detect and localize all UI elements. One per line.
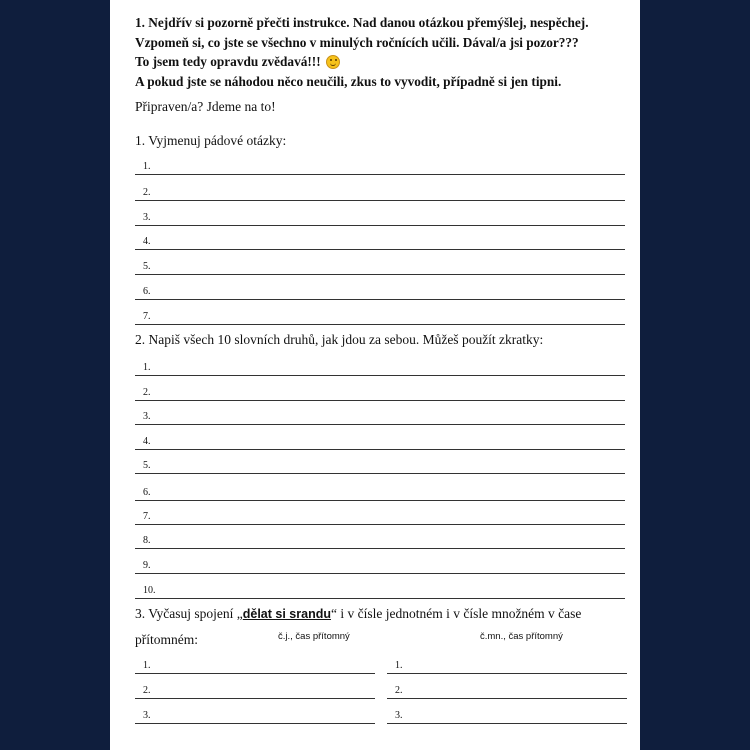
- answer-line[interactable]: [135, 176, 625, 201]
- line-number: 1.: [395, 660, 403, 671]
- answer-line[interactable]: [135, 674, 375, 699]
- answer-line[interactable]: [135, 449, 625, 474]
- column-header-plural: č.mn., čas přítomný: [480, 631, 563, 642]
- question-3-text: “ i v čísle jednotném i v čísle množném v čase: [330, 606, 582, 621]
- answer-line[interactable]: [135, 574, 625, 599]
- answer-line[interactable]: [135, 524, 625, 549]
- answer-line[interactable]: [135, 425, 625, 450]
- line-number: 6.: [143, 487, 151, 498]
- line-number: 2.: [143, 187, 151, 198]
- line-number: 7.: [143, 511, 151, 522]
- line-number: 5.: [143, 261, 151, 272]
- line-number: 1.: [143, 660, 151, 671]
- answer-line[interactable]: [135, 275, 625, 300]
- line-number: 3.: [143, 411, 151, 422]
- line-number: 2.: [143, 387, 151, 398]
- line-number: 8.: [143, 535, 151, 546]
- line-number: 2.: [143, 685, 151, 696]
- answer-line[interactable]: [387, 699, 627, 724]
- winking-smiley-icon: [326, 55, 340, 69]
- worksheet-page: [110, 0, 640, 750]
- ready-text: Připraven/a? Jdeme na to!: [135, 99, 276, 114]
- answer-line[interactable]: [135, 476, 625, 501]
- answer-line[interactable]: [135, 201, 625, 226]
- answer-line[interactable]: [135, 300, 625, 325]
- answer-line[interactable]: [135, 150, 625, 175]
- question-2-title: 2. Napiš všech 10 slovních druhů, jak jdou za sebou. Můžeš použít zkratky:: [135, 332, 544, 347]
- question-3-text: 3. Vyčasuj spojení „: [135, 606, 243, 621]
- line-number: 1.: [143, 362, 151, 373]
- line-number: 3.: [143, 212, 151, 223]
- answer-line[interactable]: [135, 376, 625, 401]
- answer-line[interactable]: [387, 674, 627, 699]
- answer-line[interactable]: [135, 351, 625, 376]
- question-3-phrase: dělat si srandu: [242, 607, 331, 621]
- column-header-singular: č.j., čas přítomný: [278, 631, 350, 642]
- line-number: 4.: [143, 236, 151, 247]
- answer-line[interactable]: [135, 649, 375, 674]
- instruction-line: A pokud jste se náhodou něco neučili, zkus to vyvodit, případně si jen tipni.: [135, 73, 562, 89]
- line-number: 6.: [143, 286, 151, 297]
- instruction-line-with-emoji: [135, 52, 630, 72]
- question-3-title: [135, 606, 581, 622]
- answer-line[interactable]: [387, 649, 627, 674]
- instruction-line: Vzpomeň si, co jste se všechno v minulých ročnících učili. Dával/a jsi pozor???: [135, 34, 579, 50]
- answer-line[interactable]: [135, 699, 375, 724]
- answer-line[interactable]: [135, 225, 625, 250]
- line-number: 2.: [395, 685, 403, 696]
- line-number: 1.: [143, 161, 151, 172]
- line-number: 9.: [143, 560, 151, 571]
- answer-line[interactable]: [135, 250, 625, 275]
- answer-line[interactable]: [135, 549, 625, 574]
- line-number: 7.: [143, 311, 151, 322]
- instructions: [135, 13, 630, 91]
- instruction-line: 1. Nejdřív si pozorně přečti instrukce. Nad danou otázkou přemýšlej, nespěchej.: [135, 15, 589, 30]
- instruction-line: To jsem tedy opravdu zvědavá!!!: [135, 54, 321, 69]
- line-number: 3.: [395, 710, 403, 721]
- line-number: 5.: [143, 460, 151, 471]
- answer-line[interactable]: [135, 500, 625, 525]
- line-number: 10.: [143, 585, 156, 596]
- line-number: 4.: [143, 436, 151, 447]
- question-3-title-cont: přítomném:: [135, 632, 198, 647]
- line-number: 3.: [143, 710, 151, 721]
- question-1-title: 1. Vyjmenuj pádové otázky:: [135, 133, 287, 148]
- answer-line[interactable]: [135, 400, 625, 425]
